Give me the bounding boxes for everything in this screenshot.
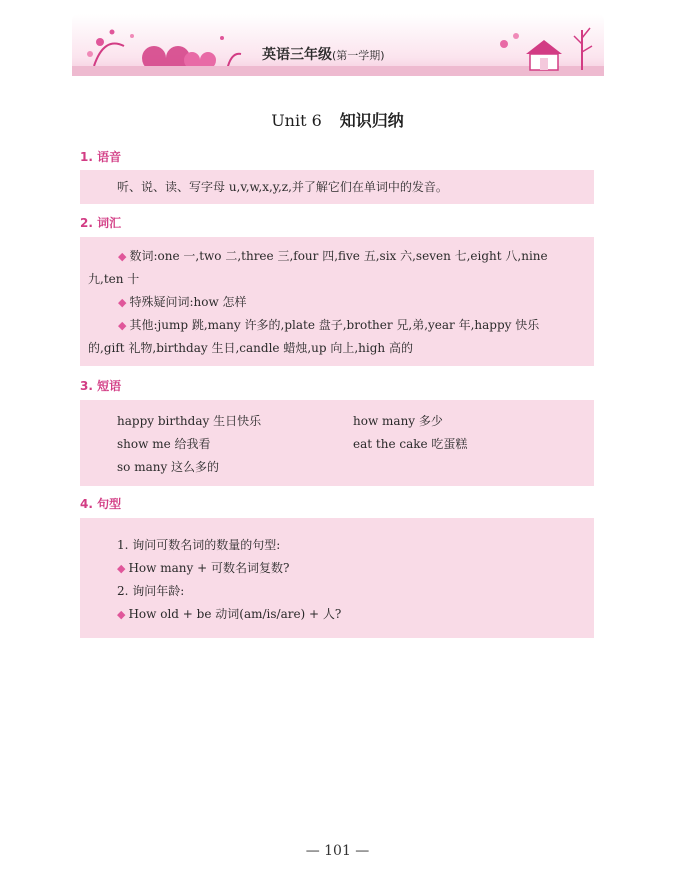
sentence-pattern: ◆ How old + be 动词(am/is/are) + 人? [117,607,342,621]
sentence-pattern-title: 2. 询问年龄: [117,584,185,598]
phrases-box [80,400,594,486]
phrase-item: how many 多少 [353,414,443,428]
bullet-icon: ◆ [118,250,127,263]
pronunciation-box [80,170,594,204]
phrase-item: show me 给我看 [117,437,211,451]
unit-label: Unit 6 [271,111,322,130]
sentence-pattern: ◆ How many + 可数名词复数? [117,561,290,575]
vocab-numbers-line1: ◆ 数词:one 一,two 二,three 三,four 四,five 五,six 六,seven 七,eight 八,nine [118,249,548,263]
sentence-pattern-title: 1. 询问可数名词的数量的句型: [117,538,281,552]
book-title: 英语三年级(第一学期) [262,47,385,63]
phrase-item: so many 这么多的 [117,460,220,474]
bullet-icon: ◆ [117,608,126,621]
section-heading-pronunciation: 1. 语音 [80,150,122,164]
house-tree-decoration-icon [494,14,604,76]
vocab-others-line2: 的,gift 礼物,birthday 生日,candle 蜡烛,up 向上,high 高的 [88,341,413,355]
vocab-question-word: ◆ 特殊疑问词:how 怎样 [118,295,247,309]
header-banner [72,14,604,76]
bullet-icon: ◆ [118,319,127,332]
sentences-box [80,518,594,638]
vocabulary-box [80,237,594,366]
topic-label: 知识归纳 [339,111,404,130]
section-heading-sentences: 4. 句型 [80,497,122,511]
section-heading-phrases: 3. 短语 [80,379,122,393]
phrase-item: eat the cake 吃蛋糕 [353,437,468,451]
page-title [0,108,675,131]
phrase-item: happy birthday 生日快乐 [117,414,262,428]
vocab-numbers-line2: 九,ten 十 [88,272,140,286]
bullet-icon: ◆ [118,296,127,309]
bullet-icon: ◆ [117,562,126,575]
page-number: — 101 — [305,843,370,859]
pronunciation-text: 听、说、读、写字母 u,v,w,x,y,z,并了解它们在单词中的发音。 [117,180,448,194]
section-heading-vocabulary: 2. 词汇 [80,216,122,230]
vocab-others-line1: ◆ 其他:jump 跳,many 许多的,plate 盘子,brother 兄,弟,year 年,happy 快乐 [118,318,540,332]
